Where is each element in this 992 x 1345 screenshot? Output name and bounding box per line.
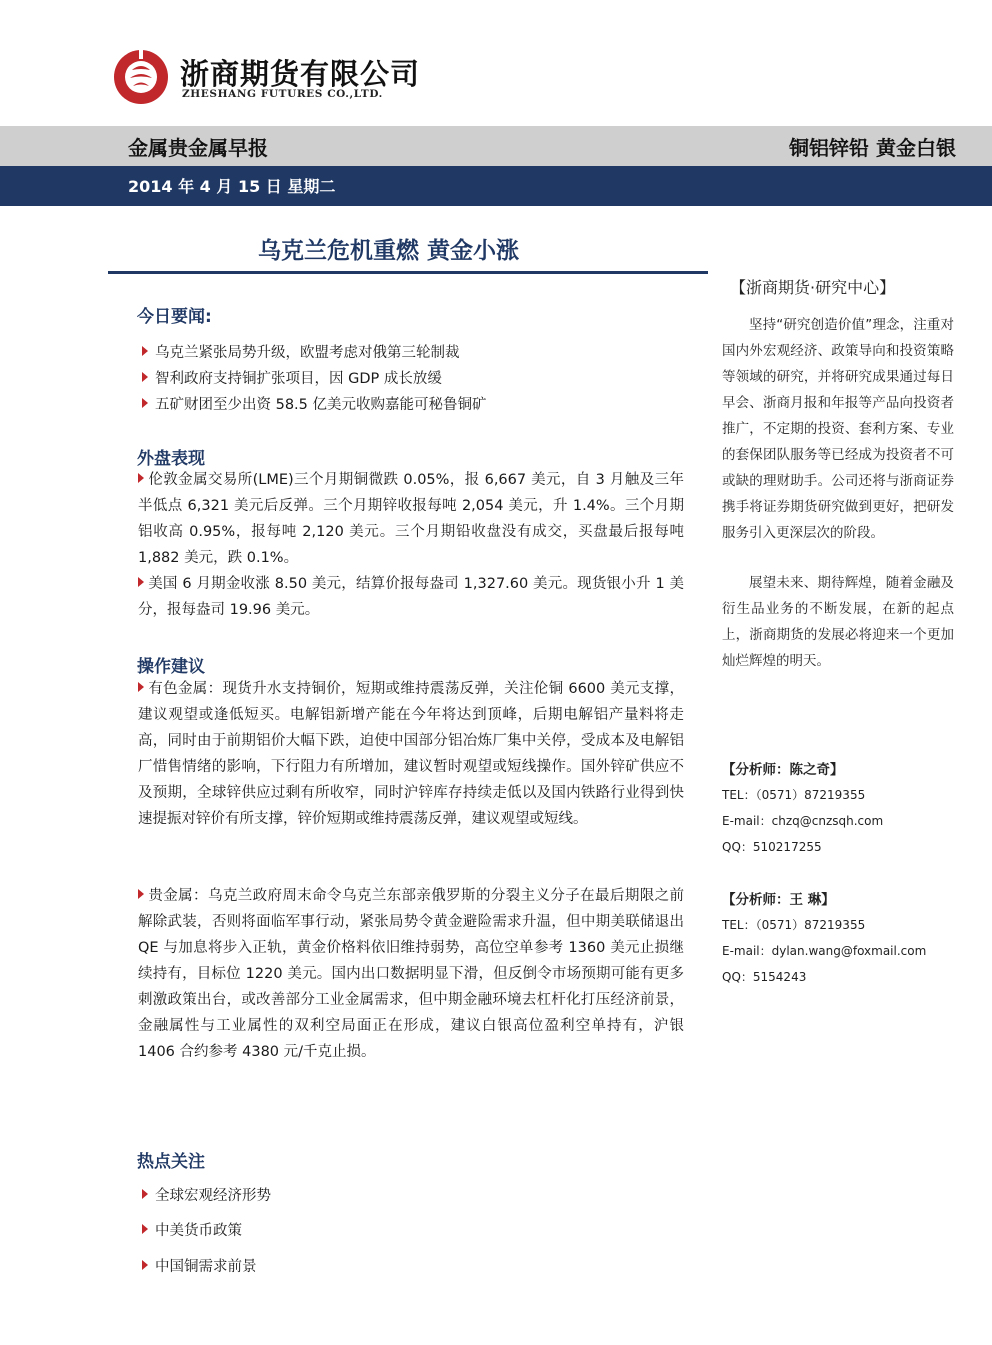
advice-paragraph: 贵金属：乌克兰政府周末命令乌克兰东部亲俄罗斯的分裂主义分子在最后期限之前解除武装，否则将面临军事行动，紧张局势令黄金避险需求升温，但中期美联储退出 QE 与加息将步入正轨，黄金价格料依旧维持弱势，高位空单参考 1360 美元止损继续持有，目标位 1220 美元。国内出口数据明显下滑，但反倒令市场预期可能有更多刺激政策出台，或改善部分工业金属需求，但中期金融环境去杠杆化打压经济前景，金融属性与工业属性的双利空局面正在形成，建议白银高位盈利空单持有，沪银 1406 合约参考 4380 元/千克止损。 [138, 888, 684, 1060]
metals-covered: 铜铝锌铅 黄金白银 [789, 136, 956, 160]
analyst-name: 【分析师：王 琳】 [722, 892, 835, 908]
news-item: 五矿财团至少出资 58.5 亿美元收购嘉能可秘鲁铜矿 [142, 393, 487, 414]
analyst-email: E-mail：dylan.wang@foxmail.com [722, 944, 927, 958]
bullet-arrow-icon [138, 577, 144, 587]
analyst-qq: QQ：510217255 [722, 840, 822, 854]
hot-item: 中美货币政策 [142, 1219, 242, 1240]
bullet-arrow-icon [138, 682, 144, 692]
research-center-label: 【浙商期货·研究中心】 [730, 278, 896, 297]
title-divider [108, 271, 708, 274]
analyst-qq: QQ：5154243 [722, 970, 807, 984]
overseas-heading: 外盘表现 [137, 449, 205, 469]
hot-heading: 热点关注 [137, 1152, 205, 1172]
bullet-arrow-icon [142, 398, 148, 408]
research-center-outlook: 展望未来、期待辉煌，随着金融及衍生品业务的不断发展，在新的起点上，浙商期货的发展必将迎来一个更加灿烂辉煌的明天。 [722, 575, 954, 669]
hot-item: 中国铜需求前景 [142, 1255, 257, 1276]
overseas-paragraph: 美国 6 月期金收涨 8.50 美元，结算价报每盎司 1,327.60 美元。现货银小升 1 美分，报每盎司 19.96 美元。 [138, 576, 684, 618]
report-title: 乌克兰危机重燃 黄金小涨 [258, 238, 520, 264]
advice-heading: 操作建议 [137, 657, 205, 677]
bullet-arrow-icon [142, 1224, 148, 1234]
bullet-arrow-icon [142, 346, 148, 356]
bullet-arrow-icon [142, 1260, 148, 1270]
analyst-tel: TEL：（0571）87219355 [722, 788, 866, 802]
bullet-arrow-icon [138, 889, 144, 899]
bullet-arrow-icon [138, 473, 144, 483]
analyst-tel: TEL：（0571）87219355 [722, 918, 866, 932]
news-item: 乌克兰紧张局势升级，欧盟考虑对俄第三轮制裁 [142, 341, 460, 362]
company-name-en: ZHESHANG FUTURES CO.,LTD. [182, 88, 383, 100]
report-type: 金属贵金属早报 [128, 136, 268, 160]
news-heading: 今日要闻: [137, 307, 212, 327]
research-center-intro: 坚持“研究创造价值”理念，注重对国内外宏观经济、政策导向和投资策略等领域的研究，并将研究成果通过每日早会、浙商月报和年报等产品向投资者推广，不定期的投资、套利方案、专业的套保团队服务等已经成为投资者不可或缺的理财助手。公司还将与浙商证券携手将证券期货研究做到更好，把研发服务引入更深层次的阶段。 [722, 317, 954, 541]
hot-item: 全球宏观经济形势 [142, 1184, 271, 1205]
analyst-name: 【分析师：陈之奇】 [722, 762, 844, 778]
bullet-arrow-icon [142, 372, 148, 382]
analyst-email: E-mail：chzq@cnzsqh.com [722, 814, 884, 828]
company-name-cn: 浙商期货有限公司 [180, 57, 421, 91]
news-item: 智利政府支持铜扩张项目，因 GDP 成长放缓 [142, 367, 442, 388]
report-date: 2014 年 4 月 15 日 星期二 [128, 177, 336, 196]
advice-paragraph: 有色金属：现货升水支持铜价，短期或维持震荡反弹，关注伦铜 6600 美元支撑，建议观望或逢低短买。电解铝新增产能在今年将达到顶峰，后期电解铝产量料将走高，同时由于前期铝价大幅下跌，迫使中国部分铝冶炼厂集中关停，受成本及电解铝厂惜售情绪的影响，下行阻力有所增加，建议暂时观望或短线操作。国外锌矿供应不及预期，全球锌供应过剩有所收窄，同时沪锌库存持续走低以及国内铁路行业得到快速提振对锌价有所支撑，锌价短期或维持震荡反弹，建议观望或短线。 [138, 681, 684, 827]
overseas-paragraph: 伦敦金属交易所(LME)三个月期铜微跌 0.05%，报 6,667 美元，自 3 月触及三年半低点 6,321 美元后反弹。三个月期锌收报每吨 2,054 美元，升 1.4%。三个月期铝收高 0.95%，报每吨 2,120 美元。三个月期铅收盘没有成交，买盘最后报每吨 1,882 美元，跌 0.1%。 [138, 472, 684, 566]
company-logo-icon [112, 48, 170, 106]
bullet-arrow-icon [142, 1189, 148, 1199]
